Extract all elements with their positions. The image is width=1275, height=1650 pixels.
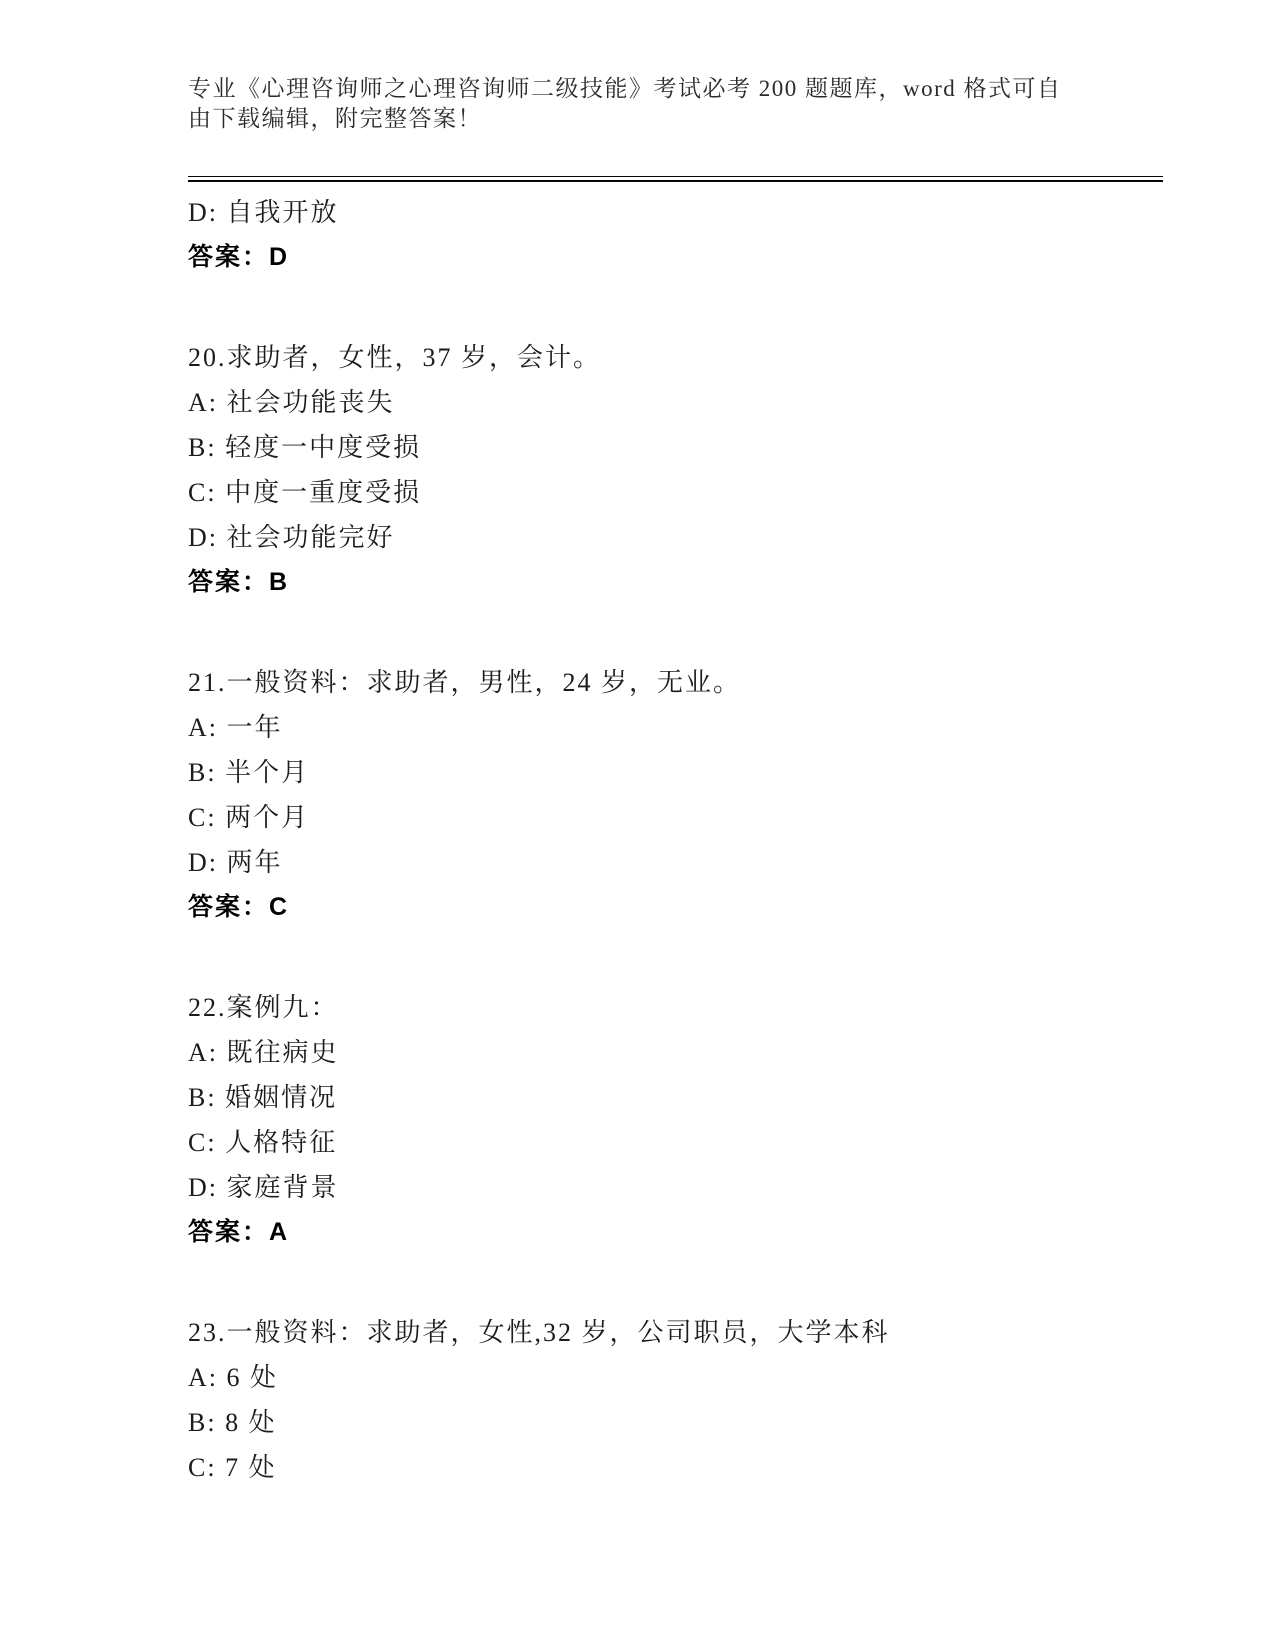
answer-line: 答案：C (188, 893, 290, 921)
option-line: B: 半个月 (188, 758, 310, 787)
option-line: A: 社会功能丧失 (188, 388, 395, 417)
option-line: B: 8 处 (188, 1408, 277, 1437)
header-text-line-2: 由下载编辑，附完整答案！ (188, 106, 482, 131)
answer-line: 答案：A (188, 1218, 290, 1246)
document-body (188, 190, 1178, 1490)
question-title: 20.求助者，女性，37 岁，会计。 (188, 343, 602, 372)
option-line: D: 社会功能完好 (188, 523, 395, 552)
option-line: D: 自我开放 (188, 198, 339, 227)
option-line: A: 6 处 (188, 1363, 279, 1392)
question-block-20 (188, 335, 1178, 605)
question-fragment (188, 190, 1178, 280)
question-block-22 (188, 985, 1178, 1255)
header-text-line-1: 专业《心理咨询师之心理咨询师二级技能》考试必考 200 题题库，word 格式可自 (188, 76, 1062, 101)
header-divider-rule (188, 176, 1163, 182)
option-line: C: 两个月 (188, 803, 310, 832)
question-title: 22.案例九： (188, 993, 339, 1022)
option-line: D: 两年 (188, 848, 283, 877)
question-block-21 (188, 660, 1178, 930)
option-line: A: 一年 (188, 713, 283, 742)
question-block-23 (188, 1310, 1178, 1490)
option-line: B: 轻度一中度受损 (188, 433, 422, 462)
question-title: 23.一般资料：求助者，女性,32 岁，公司职员，大学本科 (188, 1318, 890, 1347)
question-title: 21.一般资料：求助者，男性，24 岁，无业。 (188, 668, 742, 697)
answer-line: 答案：B (188, 568, 290, 596)
document-header (188, 74, 1118, 134)
option-line: C: 人格特征 (188, 1128, 338, 1157)
answer-line: 答案：D (188, 243, 290, 271)
option-line: C: 7 处 (188, 1453, 277, 1482)
option-line: C: 中度一重度受损 (188, 478, 422, 507)
option-line: B: 婚姻情况 (188, 1083, 338, 1112)
option-line: D: 家庭背景 (188, 1173, 339, 1202)
option-line: A: 既往病史 (188, 1038, 339, 1067)
